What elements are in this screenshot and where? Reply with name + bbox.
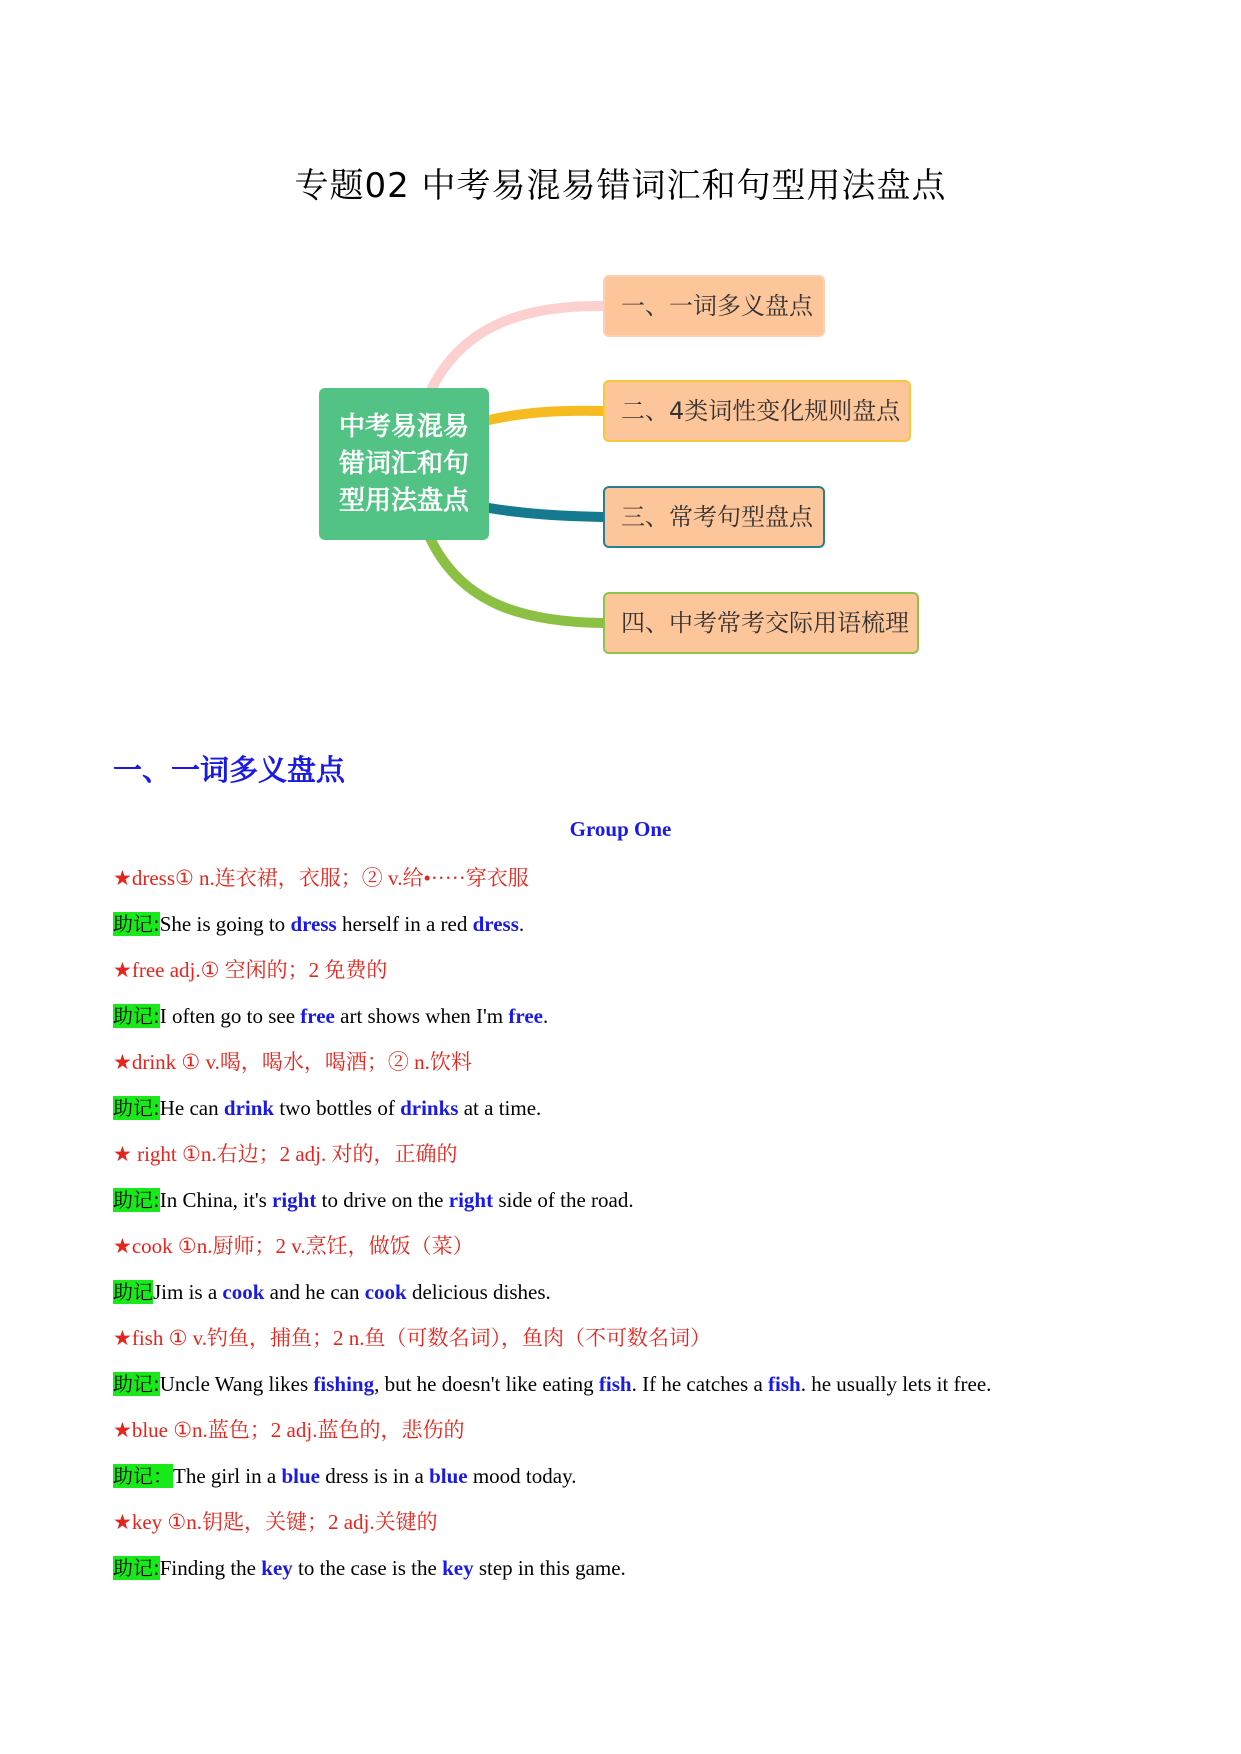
entry-definition: ★dress① n.连衣裙，衣服；② v.给•·····穿衣服	[113, 866, 529, 890]
example-text: The girl in a	[173, 1464, 282, 1488]
keyword: fishing	[313, 1372, 375, 1396]
example-text: dress is in a	[319, 1464, 430, 1488]
mind-map-branch-3: 三、常考句型盘点	[603, 486, 825, 548]
example-text: delicious dishes.	[406, 1280, 551, 1304]
entry-definition: ★blue ①n.蓝色；2 adj.蓝色的，悲伤的	[113, 1418, 465, 1442]
keyword: cook	[364, 1280, 407, 1304]
vocabulary-entries	[113, 858, 1153, 1594]
mind-map	[0, 0, 1241, 700]
entry-example	[113, 1180, 1153, 1226]
entry-example	[113, 1088, 1153, 1134]
connector-branch-4	[430, 538, 603, 623]
section-heading: 一、一词多义盘点	[113, 753, 346, 787]
example-text: Uncle Wang likes	[159, 1372, 314, 1396]
keyword: dress	[472, 912, 519, 936]
example-text: In China, it's	[159, 1188, 273, 1212]
example-text: She is going to	[159, 912, 291, 936]
mnemonic-label: 助记:	[113, 1188, 160, 1212]
mnemonic-label: 助记：	[113, 1464, 173, 1488]
example-text: side of the road.	[493, 1188, 634, 1212]
entry-example	[113, 1364, 1153, 1410]
example-text: He can	[159, 1096, 224, 1120]
entry-definition: ★ right ①n.右边；2 adj. 对的，正确的	[113, 1142, 458, 1166]
group-title: Group One	[569, 817, 672, 841]
keyword: key	[261, 1556, 293, 1580]
entry-example	[113, 1456, 1153, 1502]
entry-definition: ★key ①n.钥匙，关键；2 adj.关键的	[113, 1510, 438, 1534]
entry-example	[113, 904, 1153, 950]
mind-map-branch-2: 二、4类词性变化规则盘点	[603, 380, 911, 442]
mnemonic-label: 助记:	[113, 1372, 160, 1396]
keyword: free	[508, 1004, 543, 1028]
example-text: and he can	[264, 1280, 365, 1304]
connector-branch-3	[489, 508, 603, 517]
connector-branch-1	[430, 306, 603, 392]
mnemonic-label: 助记:	[113, 912, 160, 936]
keyword: drink	[223, 1096, 275, 1120]
example-text: I often go to see	[159, 1004, 301, 1028]
example-text: .	[518, 912, 525, 936]
keyword: dress	[290, 912, 337, 936]
page-title: 专题02 中考易混易错词汇和句型用法盘点	[294, 166, 947, 206]
keyword: key	[442, 1556, 474, 1580]
entry-definition: ★fish ① v.钓鱼，捕鱼；2 n.鱼（可数名词），鱼肉（不可数名词）	[113, 1326, 712, 1350]
entry-example	[113, 1272, 1153, 1318]
example-text: . he usually lets it free.	[800, 1372, 992, 1396]
example-text: to drive on the	[316, 1188, 449, 1212]
entry-definition: ★drink ① v.喝，喝水，喝酒；② n.饮料	[113, 1050, 472, 1074]
example-text: art shows when I'm	[334, 1004, 509, 1028]
keyword: blue	[429, 1464, 468, 1488]
mnemonic-label: 助记:	[113, 1004, 160, 1028]
mind-map-branch-4: 四、中考常考交际用语梳理	[603, 592, 919, 654]
example-text: two bottles of	[274, 1096, 401, 1120]
keyword: right	[272, 1188, 317, 1212]
entry-example	[113, 996, 1153, 1042]
mnemonic-label: 助记	[113, 1280, 153, 1304]
example-text: at a time.	[458, 1096, 542, 1120]
keyword: free	[300, 1004, 335, 1028]
entry-definition: ★free adj.① 空闲的；2 免费的	[113, 958, 388, 982]
mind-map-branch-1: 一、一词多义盘点	[603, 275, 825, 337]
example-text: herself in a red	[336, 912, 473, 936]
example-text: .	[542, 1004, 549, 1028]
entry-definition: ★cook ①n.厨师；2 v.烹饪，做饭（菜）	[113, 1234, 474, 1258]
keyword: blue	[281, 1464, 320, 1488]
mind-map-center-node: 中考易混易错词汇和句型用法盘点	[319, 388, 489, 540]
mnemonic-label: 助记:	[113, 1556, 160, 1580]
connector-branch-2	[489, 411, 603, 420]
keyword: drinks	[400, 1096, 459, 1120]
example-text: mood today.	[467, 1464, 577, 1488]
example-text: . If he catches a	[631, 1372, 769, 1396]
keyword: fish	[598, 1372, 632, 1396]
example-text: Finding the	[159, 1556, 262, 1580]
mnemonic-label: 助记:	[113, 1096, 160, 1120]
example-text: Jim is a	[153, 1280, 223, 1304]
entry-example	[113, 1548, 1153, 1594]
keyword: right	[448, 1188, 494, 1212]
example-text: to the case is the	[292, 1556, 443, 1580]
keyword: fish	[768, 1372, 801, 1396]
example-text: step in this game.	[473, 1556, 626, 1580]
example-text: , but he doesn't like eating	[374, 1372, 599, 1396]
keyword: cook	[222, 1280, 265, 1304]
